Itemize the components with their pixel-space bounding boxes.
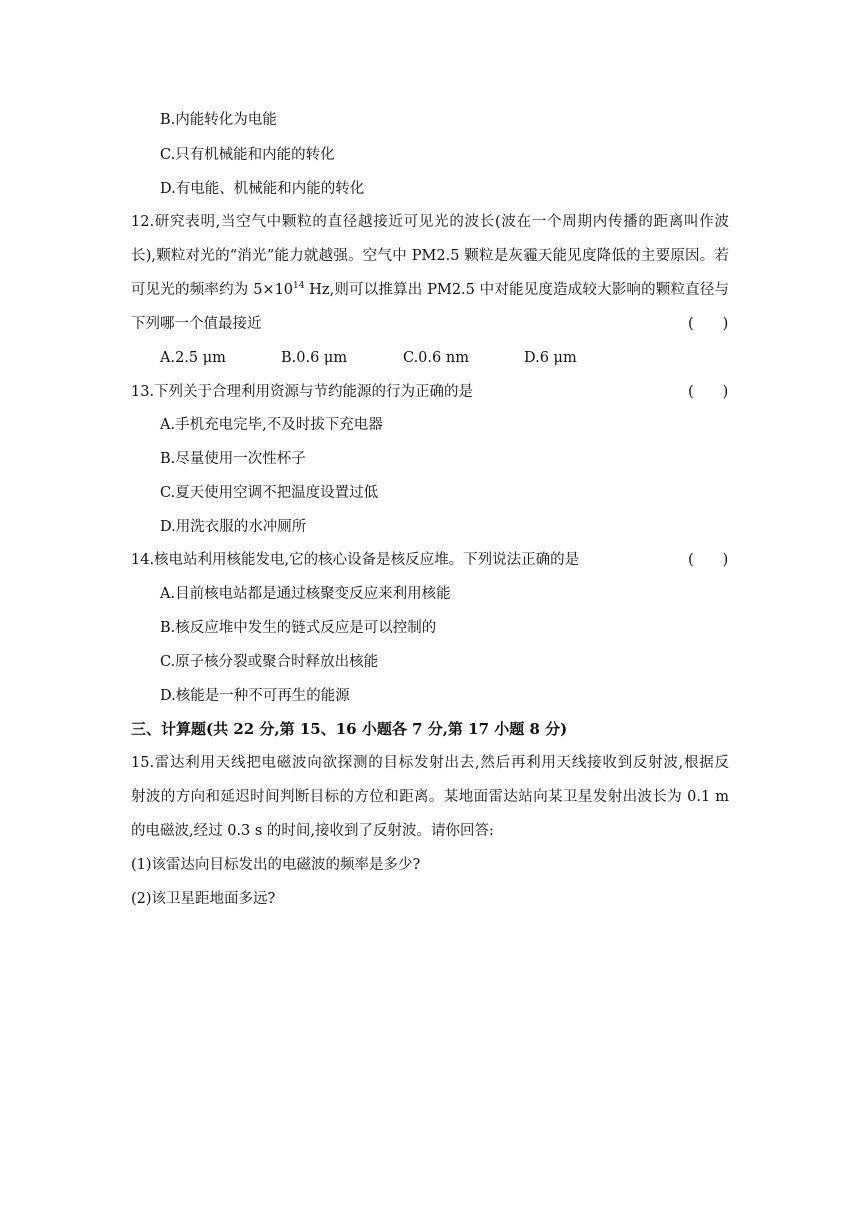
q12-exponent: 14 — [293, 281, 305, 291]
q12-option-d: D.6 μm — [524, 350, 577, 366]
q13-answer-bracket: ( ) — [688, 384, 729, 400]
q12-stem-line-4: 下列哪一个值最接近 — [131, 316, 262, 332]
q12-option-a: A.2.5 μm — [160, 350, 226, 366]
q15-stem-line-2: 射波的方向和延迟时间判断目标的方位和距离。某地面雷达站向某卫星发射出波长为 0.1 m — [131, 789, 729, 805]
section-3-heading: 三、计算题(共 22 分,第 15、16 小题各 7 分,第 17 小题 8 分) — [131, 720, 568, 738]
q14-option-b: B.核反应堆中发生的链式反应是可以控制的 — [160, 620, 437, 636]
q13-option-a: A.手机充电完毕,不及时拔下充电器 — [160, 417, 383, 433]
q15-sub-question-2: (2)该卫星距地面多远? — [131, 891, 276, 907]
q14-answer-bracket: ( ) — [688, 552, 729, 568]
q12-stem-line-1: 12.研究表明,当空气中颗粒的直径越接近可见光的波长(波在一个周期内传播的距离叫作波 — [131, 214, 729, 230]
q14-option-d: D.核能是一种不可再生的能源 — [160, 688, 350, 704]
q12-stem-line-2: 长),颗粒对光的“消光”能力就越强。空气中 PM2.5 颗粒是灰霾天能见度降低的主要原因。若 — [131, 248, 729, 264]
q14-option-c: C.原子核分裂或聚合时释放出核能 — [160, 654, 379, 670]
q15-stem-line-1: 15.雷达利用天线把电磁波向欲探测的目标发射出去,然后再利用天线接收到反射波,根据反 — [131, 755, 729, 771]
q11-option-d: D.有电能、机械能和内能的转化 — [160, 181, 365, 197]
q13-option-c: C.夏天使用空调不把温度设置过低 — [160, 485, 379, 501]
q11-option-b: B.内能转化为电能 — [160, 112, 277, 128]
q12-stem-line-3: 可见光的频率约为 $5\times 10^{14}$ Hz,则可以推算出 PM2.5 中对能见度造成较大影响的颗粒直径与 — [131, 281, 730, 298]
q11-option-c: C.只有机械能和内能的转化 — [160, 147, 335, 163]
q15-stem-line-3: 的电磁波,经过 0.3 s 的时间,接收到了反射波。请你回答: — [131, 823, 494, 839]
q13-option-b: B.尽量使用一次性杯子 — [160, 451, 306, 467]
q13-option-d: D.用洗衣服的水冲厕所 — [160, 519, 307, 535]
q12-option-c: C.0.6 nm — [403, 350, 469, 366]
q12-option-b: B.0.6 μm — [281, 350, 348, 366]
q12-answer-bracket: ( ) — [688, 316, 729, 332]
q14-stem: 14.核电站利用核能发电,它的核心设备是核反应堆。下列说法正确的是 — [131, 552, 580, 568]
q13-stem: 13.下列关于合理利用资源与节约能源的行为正确的是 — [131, 384, 474, 400]
q15-sub-question-1: (1)该雷达向目标发出的电磁波的频率是多少? — [131, 857, 421, 873]
q14-option-a: A.目前核电站都是通过核聚变反应来利用核能 — [160, 586, 451, 602]
